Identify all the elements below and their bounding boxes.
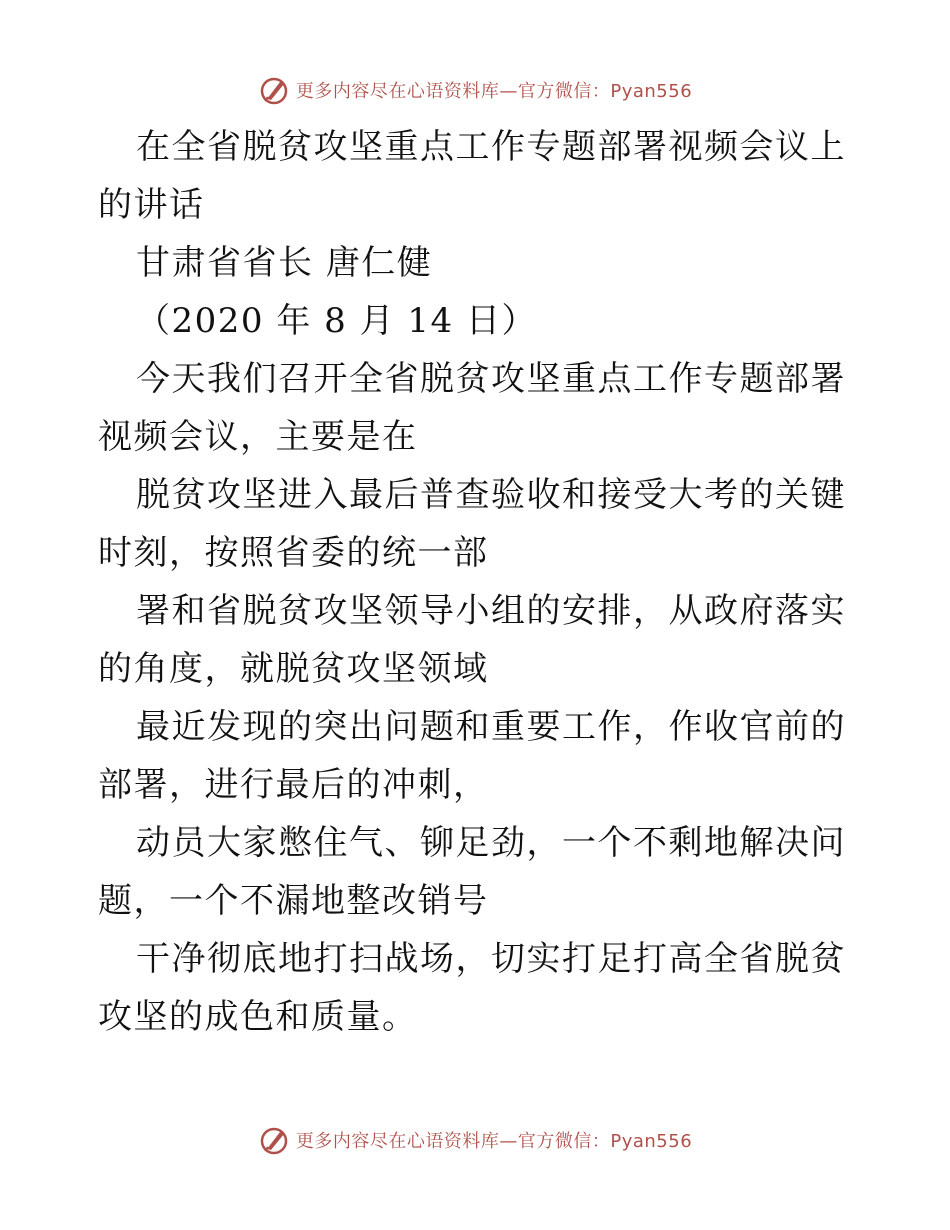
watermark-text: 更多内容尽在心语资料库—官方微信：Pyan556 <box>295 1131 693 1152</box>
document-author: 甘肃省省长 唐仁健 <box>136 243 433 283</box>
body-paragraph-5: 动员大家憋住气、铆足劲，一个不剩地解决问题，一个不漏地整改销号 <box>98 823 846 921</box>
body-paragraph-6: 干净彻底地打扫战场，切实打足打高全省脱贫攻坚的成色和质量。 <box>98 939 846 1037</box>
body-paragraph-2: 脱贫攻坚进入最后普查验收和接受大考的关键时刻，按照省委的统一部 <box>98 475 846 573</box>
quill-pen-logo-icon <box>258 1124 290 1156</box>
document-date: （2020 年 8 月 14 日） <box>136 301 537 341</box>
body-paragraph-4: 最近发现的突出问题和重要工作，作收官前的部署，进行最后的冲刺， <box>98 707 846 805</box>
document-body <box>98 118 858 1046</box>
header-watermark-banner <box>0 70 950 110</box>
watermark-text: 更多内容尽在心语资料库—官方微信：Pyan556 <box>295 81 693 102</box>
footer-watermark-banner <box>0 1120 950 1160</box>
quill-pen-logo-icon <box>258 74 290 106</box>
body-paragraph-1: 今天我们召开全省脱贫攻坚重点工作专题部署视频会议，主要是在 <box>98 359 846 457</box>
body-paragraph-3: 署和省脱贫攻坚领导小组的安排，从政府落实的角度，就脱贫攻坚领域 <box>98 591 846 689</box>
document-title: 在全省脱贫攻坚重点工作专题部署视频会议上的讲话 <box>98 127 846 225</box>
